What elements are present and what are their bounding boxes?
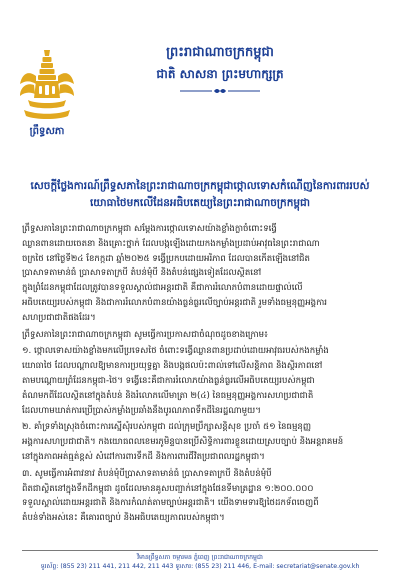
paragraph-line: ៣. សូមធ្វើការអំពាវនាវ តំបន់មុំបីប្រាសាទតាមាន់ធំ ប្រាសាទតាក្របី និងតំបន់មុំបី: [22, 468, 272, 479]
paragraph: [22, 222, 378, 326]
statement-body: [22, 222, 378, 526]
paragraph-line: នៅក្នុងភាពអត់ធ្មត់ខ្ពស់ សំដៅការពារទឹកដី និងការពារជីវិតប្រជាពលរដ្ឋកម្ពុជា។: [22, 451, 265, 462]
footer-divider: [22, 550, 378, 551]
footer-address: វិមានព្រឹទ្ធសភា ចម្ការមន ភ្នំពេញ ព្រះរាជាណាចក្រកម្ពុជា: [137, 554, 263, 561]
title-line: យោធាថៃមកលើដែនអធិបតេយ្យនៃព្រះរាជាណាចក្រកម្ពុជា: [89, 197, 311, 209]
paragraph: [22, 344, 378, 418]
paragraph-line: អធិបតេយ្យរបស់កម្ពុជា និងជាការរំលោភបំពានយ៉ាងធ្ងន់ធ្ងរលើច្បាប់អន្តរជាតិ រួមទាំងធម្មនុញ្ញអង្គការ: [22, 297, 328, 308]
emblem-caption: ព្រឹទ្ធសភា: [29, 126, 65, 137]
paragraph: [22, 467, 378, 526]
paragraph-line: តំបន់ទាំងអស់នេះ គឺគោរពច្បាប់ និងអធិបតេយ្យភាពរបស់កម្ពុជា។: [22, 513, 225, 524]
paragraph-line: ក្នុងព្រំដែនកម្ពុជាដែលត្រូវបានទទួលស្គាល់ជាអន្តរជាតិ គឺជាការរំលោភបំពានដោយផ្ទាល់លើ: [22, 283, 303, 294]
paragraph-line: ឈ្លានពានដោយចេតនា និងគ្រោះថ្នាក់ ដែលបង្កឡើងដោយកងកម្លាំងប្រដាប់អាវុធនៃព្រះរាជាណា: [22, 238, 320, 249]
header-kingdom-name: ព្រះរាជាណាចក្រកម្ពុជា: [166, 45, 274, 60]
paragraph-line: អង្គការសហប្រជាជាតិ។ កងយោធពលខេមរភូមិន្ទបានប្រើសិទ្ធិការពារខ្លួនដោយស្របច្បាប់ និងអន្តរាគមន៍: [22, 437, 344, 448]
paragraph-line: ព្រឹទ្ធសភានៃព្រះរាជាណាចក្រកម្ពុជា សម្តែងការថ្កោលទោសយ៉ាងខ្លាំងក្លាចំពោះទង្វើ: [22, 224, 277, 234]
paragraph-line: ទទួលស្គាល់ដោយអន្តរជាតិ និងការកំណត់តាមច្បាប់អន្តរជាតិ។ យើងទាមទារឱ្យថៃដកទ័ពចេញពី: [22, 498, 319, 509]
paragraph-line: តំណមកពីដែលស្ថិតនៅក្នុងតំបន់ និងរំលោភលើមាត្រា ២(៤) នៃធម្មនុញ្ញអង្គការសហប្រជាជាតិ: [22, 390, 314, 401]
paragraph-line: យោធាថៃ ដែលបណ្តាលឱ្យមានការប្រយុទ្ធគ្នា និងបង្កផលប៉ះពាល់ទៅលើសន្តិភាព និងស្ថិរភាពនៅ: [22, 361, 323, 372]
paragraph-line: ដែលហាមឃាត់ការប្រើប្រាស់កម្លាំងប្រឆាំងនឹងបូរណភាពទឹកដីនៃរដ្ឋណាមួយ។: [22, 405, 261, 416]
paragraph-line: ២. គាំទ្រទាំងស្រុងចំពោះការស្នើសុំរបស់កម្ពុជា ដល់ក្រុមប្រឹក្សាសន្តិសុខ ប្រចាំ ៥១ នៃធម្មនុញ្ញ: [22, 422, 312, 433]
paragraph-line: ព្រឹទ្ធសភានៃព្រះរាជាណាចក្រកម្ពុជា សូមធ្វើការប្រកាសជាចំណុចដូចខាងក្រោម៖: [22, 329, 268, 340]
footer: [22, 553, 378, 571]
paragraph: [22, 328, 378, 343]
paragraph: [22, 420, 378, 464]
statement-title: [28, 178, 372, 212]
header-motto: ជាតិ សាសនា ព្រះមហាក្សត្រ: [156, 67, 284, 81]
paragraph-line: ពិតជាស្ថិតនៅក្នុងទឹកដីកម្ពុជា ដូចដែលមានគូសបញ្ជាក់នៅក្នុងផែនទីមាត្រដ្ឋាន ១:២០០.០០០: [22, 483, 314, 494]
paragraph-line: តាមបណ្តោយព្រំដែនកម្ពុជា-ថៃ។ ទង្វើនេះគឺជាការរំលោភយ៉ាងធ្ងន់ធ្ងរលើអធិបតេយ្យរបស់កម្ពុជា: [22, 375, 315, 386]
paragraph-line: ចក្រថៃ នៅថ្ងៃទី២៤ ខែកក្កដា ឆ្នាំ២០២៥ ទង្វើប្រកបដោយអរិភាព ដែលបានកើតឡើងនៅជិត: [22, 253, 310, 264]
kingdom-header: [100, 44, 340, 95]
title-line: សេចក្តីថ្លែងការណ៍ព្រឹទ្ធសភានៃព្រះរាជាណាចក្រកម្ពុជាថ្កោលទោសកំណើញនៃការពាររបស់: [30, 180, 370, 192]
header-ornament-icon: [178, 87, 262, 95]
paragraph-line: សហប្រជាជាតិផងដែរ។: [22, 312, 96, 323]
paragraph-line: ប្រាសាទតាមាន់ធំ ប្រាសាទតាក្របី តំបន់មុំបី និងតំបន់ផ្សេងទៀតដែលស្ថិតនៅ: [22, 268, 262, 279]
paragraph-line: ១. ថ្កោលទោសយ៉ាងខ្លាំងមកលើប្រទេសថៃ ចំពោះទង្វើឈ្លានពានប្រដាប់ដោយអាវុធរបស់កងកម្លាំង: [22, 346, 329, 357]
footer-contact: ទូរស័ព្ទ: (855 23) 211 441, 211 442, 211 443 ទូរសារ: (855 23) 211 446, E-mail: secretariat@senate.gov.kh: [40, 563, 360, 570]
senate-emblem-icon: [14, 48, 80, 122]
